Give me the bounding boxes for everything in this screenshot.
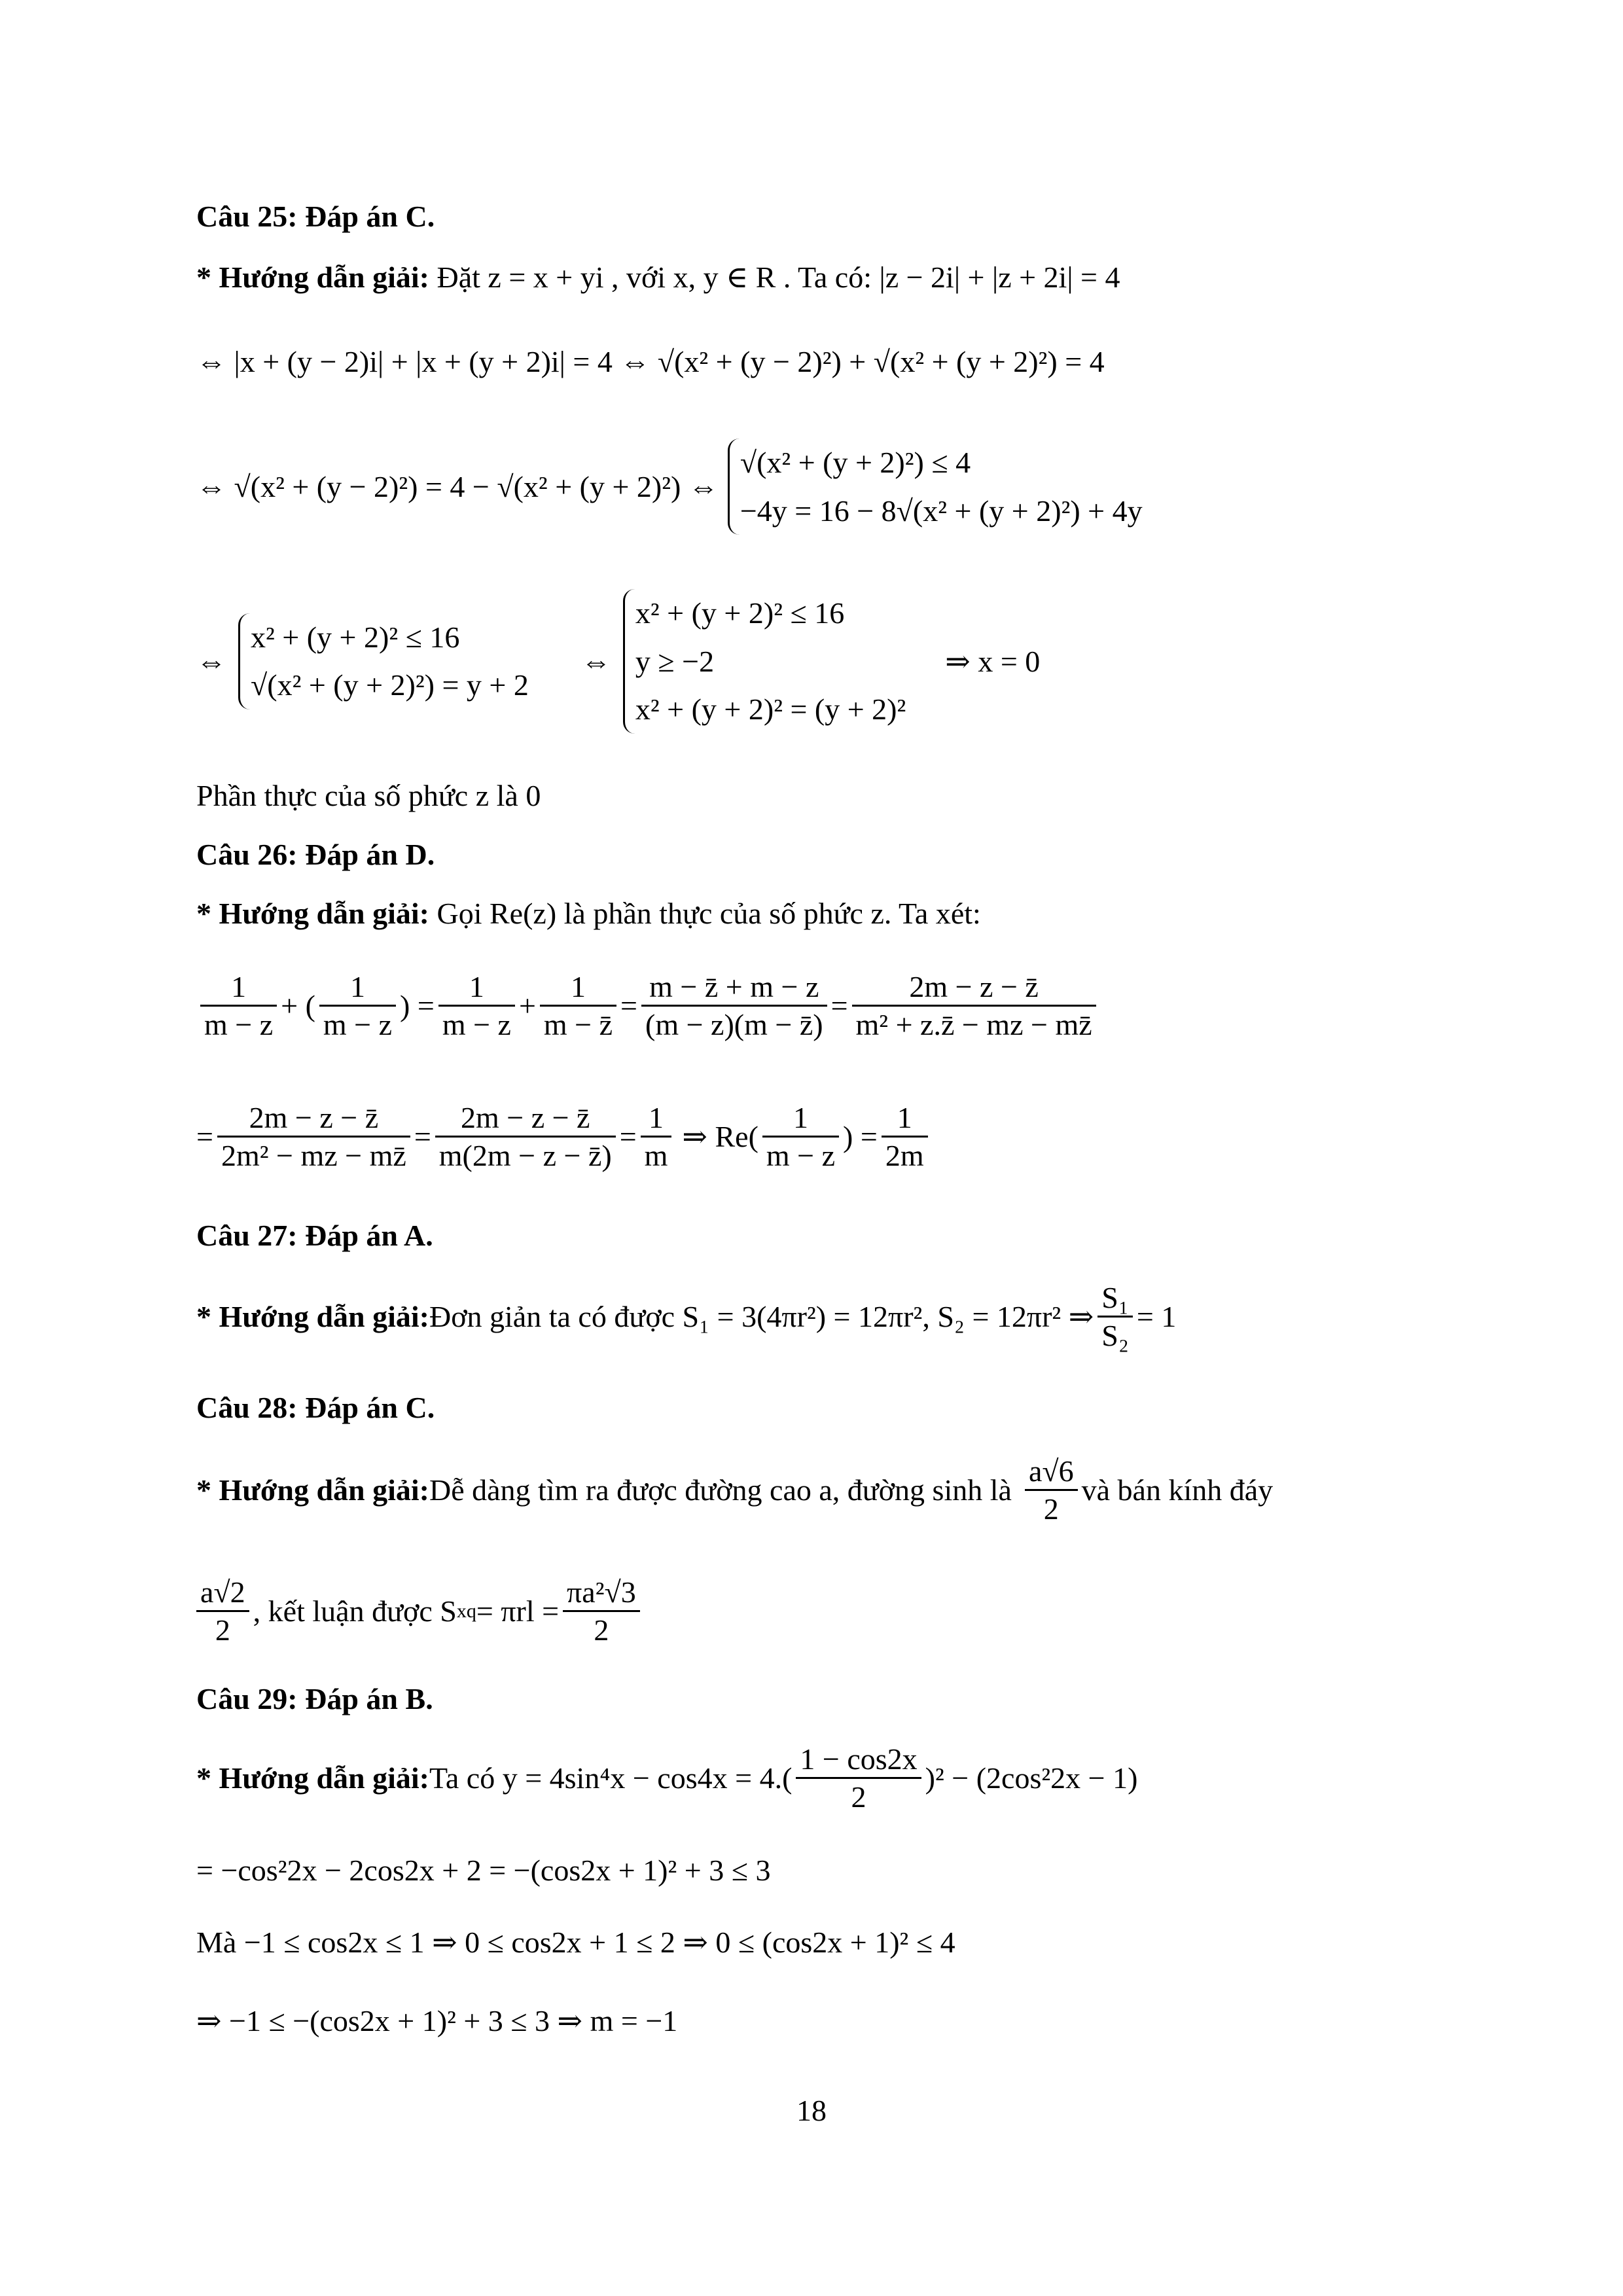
q26-frac-1 — [200, 969, 277, 1043]
q29-frac — [796, 1741, 921, 1815]
q27-frac-num: S₁ — [1097, 1280, 1133, 1318]
q25-line2-system — [728, 439, 1143, 535]
q26-frac-3 — [438, 969, 515, 1043]
q27-frac-den: S₂ — [1101, 1319, 1129, 1353]
q28-text1: Dễ dàng tìm ra được đường cao a, đường sinh là — [429, 1473, 1012, 1507]
q25-conclusion: Phần thực của số phức z là 0 — [196, 779, 541, 812]
q26-frac-4-num: 1 — [540, 969, 616, 1007]
q26-frac-1-den: m − z — [204, 1008, 274, 1042]
q27-frac — [1097, 1280, 1133, 1354]
q27-title: Câu 27: Đáp án A. — [196, 1219, 433, 1252]
q25-line3-result: ⇒ x = 0 — [945, 644, 1041, 678]
q26-frac-4-den: m − z̄ — [543, 1008, 613, 1042]
page-number: 18 — [796, 2094, 827, 2127]
q28-s-den: 2 — [594, 1613, 609, 1647]
q28-title: Câu 28: Đáp án C. — [196, 1391, 435, 1424]
q26-frac-8-den: m(2m − z − z̄) — [438, 1139, 612, 1173]
q26-frac-8-num: 2m − z − z̄ — [435, 1100, 616, 1138]
q26-frac-6-num: 2m − z − z̄ — [852, 969, 1096, 1007]
q25-hint — [196, 260, 1120, 295]
q26-frac-4 — [540, 969, 616, 1043]
q28-gen-frac — [1025, 1453, 1078, 1527]
q25-line3-sys2-row1: x² + (y + 2)² ≤ 16 — [635, 596, 845, 630]
q26-hint-label: * Hướng dẫn giải: — [196, 897, 429, 930]
q26-frac-6 — [852, 969, 1096, 1043]
q28-hint-label: * Hướng dẫn giải: — [196, 1473, 429, 1507]
q29-line2: = −cos²2x − 2cos2x + 2 = −(cos2x + 1)² + 3 ≤ 3 — [196, 1854, 771, 1887]
q28-sub: xq — [456, 1600, 476, 1622]
q29-f-den: 2 — [851, 1780, 866, 1814]
q29-title: Câu 29: Đáp án B. — [196, 1682, 433, 1715]
q26-frac-2-num: 1 — [319, 969, 396, 1007]
q26-frac-2-den: m − z — [323, 1008, 393, 1042]
q28-line2 — [196, 1574, 644, 1648]
q28-s-frac — [563, 1574, 640, 1648]
q29-text: Ta có y = 4sin⁴x − cos4x = 4. — [429, 1761, 783, 1795]
q25-hint-label: * Hướng dẫn giải: — [196, 260, 429, 294]
q26-frac-7-num: 2m − z − z̄ — [217, 1100, 410, 1138]
q28-text3: , kết luận được S — [253, 1594, 457, 1628]
q27-tail: = 1 — [1136, 1300, 1177, 1334]
q26-line2: = $\frac{2m - z - z̄}{\text{2m² − mz − mz̄}}$ = $\frac{2m - z - z̄}{m(2m - z - z̄)}$ = $\frac{1}{m}$ ⇒ Re ( $\frac{1}{m - z}$ ) = $\frac{1}{2m}$ — [196, 1100, 932, 1174]
q25-line3-iff2: ⇔ — [580, 644, 611, 678]
q28-gen-num: a√6 — [1025, 1453, 1078, 1491]
q26-frac-3-num: 1 — [438, 969, 515, 1007]
q25-line3-sys1-row2: √(x² + (y + 2)²) = y + 2 — [251, 668, 529, 702]
q28-r-num: a√2 — [196, 1574, 249, 1612]
q26-frac-10-den: m − z — [766, 1139, 836, 1173]
q26-frac-3-den: m − z — [442, 1008, 511, 1042]
q25-line3 — [196, 589, 1040, 734]
q26-re: ⇒ Re — [682, 1120, 749, 1154]
q26-frac-8 — [435, 1100, 616, 1174]
q26-frac-2 — [319, 969, 396, 1043]
q28-text4: = πrl = — [476, 1594, 560, 1628]
q26-intro: Gọi Re(z) là phần thực của số phức z. Ta xét: — [429, 897, 981, 930]
q26-hint — [196, 897, 981, 931]
q26-frac-9-den: m — [644, 1139, 668, 1173]
q26-frac-9-num: 1 — [641, 1100, 672, 1138]
q25-line2-sys-row2: −4y = 16 − 8√(x² + (y + 2)²) + 4y — [740, 493, 1143, 528]
q28-s-num: πa²√3 — [563, 1574, 640, 1612]
q25-title: Câu 25: Đáp án C. — [196, 200, 435, 233]
q29-f-num: 1 − cos2x — [796, 1741, 921, 1779]
q27-line — [196, 1280, 1176, 1354]
q26-frac-11-den: 2m — [885, 1139, 924, 1173]
q25-line1: ⇔ |x + (y − 2)i| + |x + (y + 2)i| = 4 ⇔ √(x² + (y − 2)²) + √(x² + (y + 2)²) = 4 — [196, 345, 1105, 378]
q26-line1: $\frac{1}{m - z}$ + ( $\frac{1}{m - z}$ ) = $\frac{1}{m - z}$ + $\frac{1}{m - z̄}$ = $\frac{m - z̄ + m - z}{(m - z)(m - z̄)}$ = $\frac{2m - z - z̄}{\text{m² + z.z̄ − mz − mz̄}}$ — [196, 969, 1100, 1043]
q26-frac-10-num: 1 — [762, 1100, 839, 1138]
q25-line3-system2 — [623, 589, 906, 734]
q25-line2-sys-row1: √(x² + (y + 2)²) ≤ 4 — [740, 446, 971, 479]
q25-intro: Đặt z = x + yi , với x, y ∈ R . Ta có: |z − 2i| + |z + 2i| = 4 — [429, 260, 1120, 294]
q28-text2: và bán kính đáy — [1081, 1473, 1274, 1507]
q26-frac-7-den: 2m² − mz − mz̄ — [221, 1139, 406, 1173]
q26-frac-11 — [882, 1100, 928, 1174]
q27-hint-label: * Hướng dẫn giải: — [196, 1300, 429, 1334]
q28-r-frac — [196, 1574, 249, 1648]
q27-text: Đơn giản ta có được S₁ = 3(4πr²) = 12πr², S₂ = 12πr² ⇒ — [429, 1300, 1094, 1334]
q29-tail: ² − (2cos²2x − 1) — [935, 1761, 1138, 1795]
q26-frac-11-num: 1 — [882, 1100, 928, 1138]
q25-line2 — [196, 439, 1143, 535]
q28-line1 — [196, 1453, 1273, 1527]
q26-frac-6-den: m² + z.z̄ − mz − mz̄ — [855, 1008, 1092, 1042]
q25-line3-sys2-row3: x² + (y + 2)² = (y + 2)² — [635, 692, 906, 726]
q29-line1: * Hướng dẫn giải: Ta có y = 4sin⁴x − cos4x = 4. ( $\frac{1 - \cos 2x}{2}$ ) ² − (2cos²2x − 1) — [196, 1741, 1137, 1815]
q25-line3-sys1-row1: x² + (y + 2)² ≤ 16 — [251, 620, 460, 654]
q26-title: Câu 26: Đáp án D. — [196, 838, 435, 871]
q26-frac-1-num: 1 — [200, 969, 277, 1007]
q28-r-den: 2 — [215, 1613, 230, 1647]
q25-line3-iff: ⇔ — [196, 644, 226, 678]
q26-frac-5-den: (m − z)(m − z̄) — [645, 1008, 823, 1042]
q25-line3-system1 — [238, 613, 529, 709]
q25-line3-sys2-row2: y ≥ −2 — [635, 644, 715, 678]
q25-line2-left: ⇔ √(x² + (y − 2)²) = 4 − √(x² + (y + 2)²) ⇔ — [196, 470, 719, 503]
q29-hint-label: * Hướng dẫn giải: — [196, 1761, 429, 1795]
q26-frac-5 — [641, 969, 827, 1043]
q26-frac-5-num: m − z̄ + m − z — [641, 969, 827, 1007]
q28-gen-den: 2 — [1043, 1492, 1059, 1526]
q29-line4: ⇒ −1 ≤ −(cos2x + 1)² + 3 ≤ 3 ⇒ m = −1 — [196, 2004, 678, 2037]
q26-frac-7 — [217, 1100, 410, 1174]
q29-line3: Mà −1 ≤ cos2x ≤ 1 ⇒ 0 ≤ cos2x + 1 ≤ 2 ⇒ 0 ≤ (cos2x + 1)² ≤ 4 — [196, 1926, 955, 1959]
q26-frac-9 — [641, 1100, 672, 1174]
q26-frac-10 — [762, 1100, 839, 1174]
